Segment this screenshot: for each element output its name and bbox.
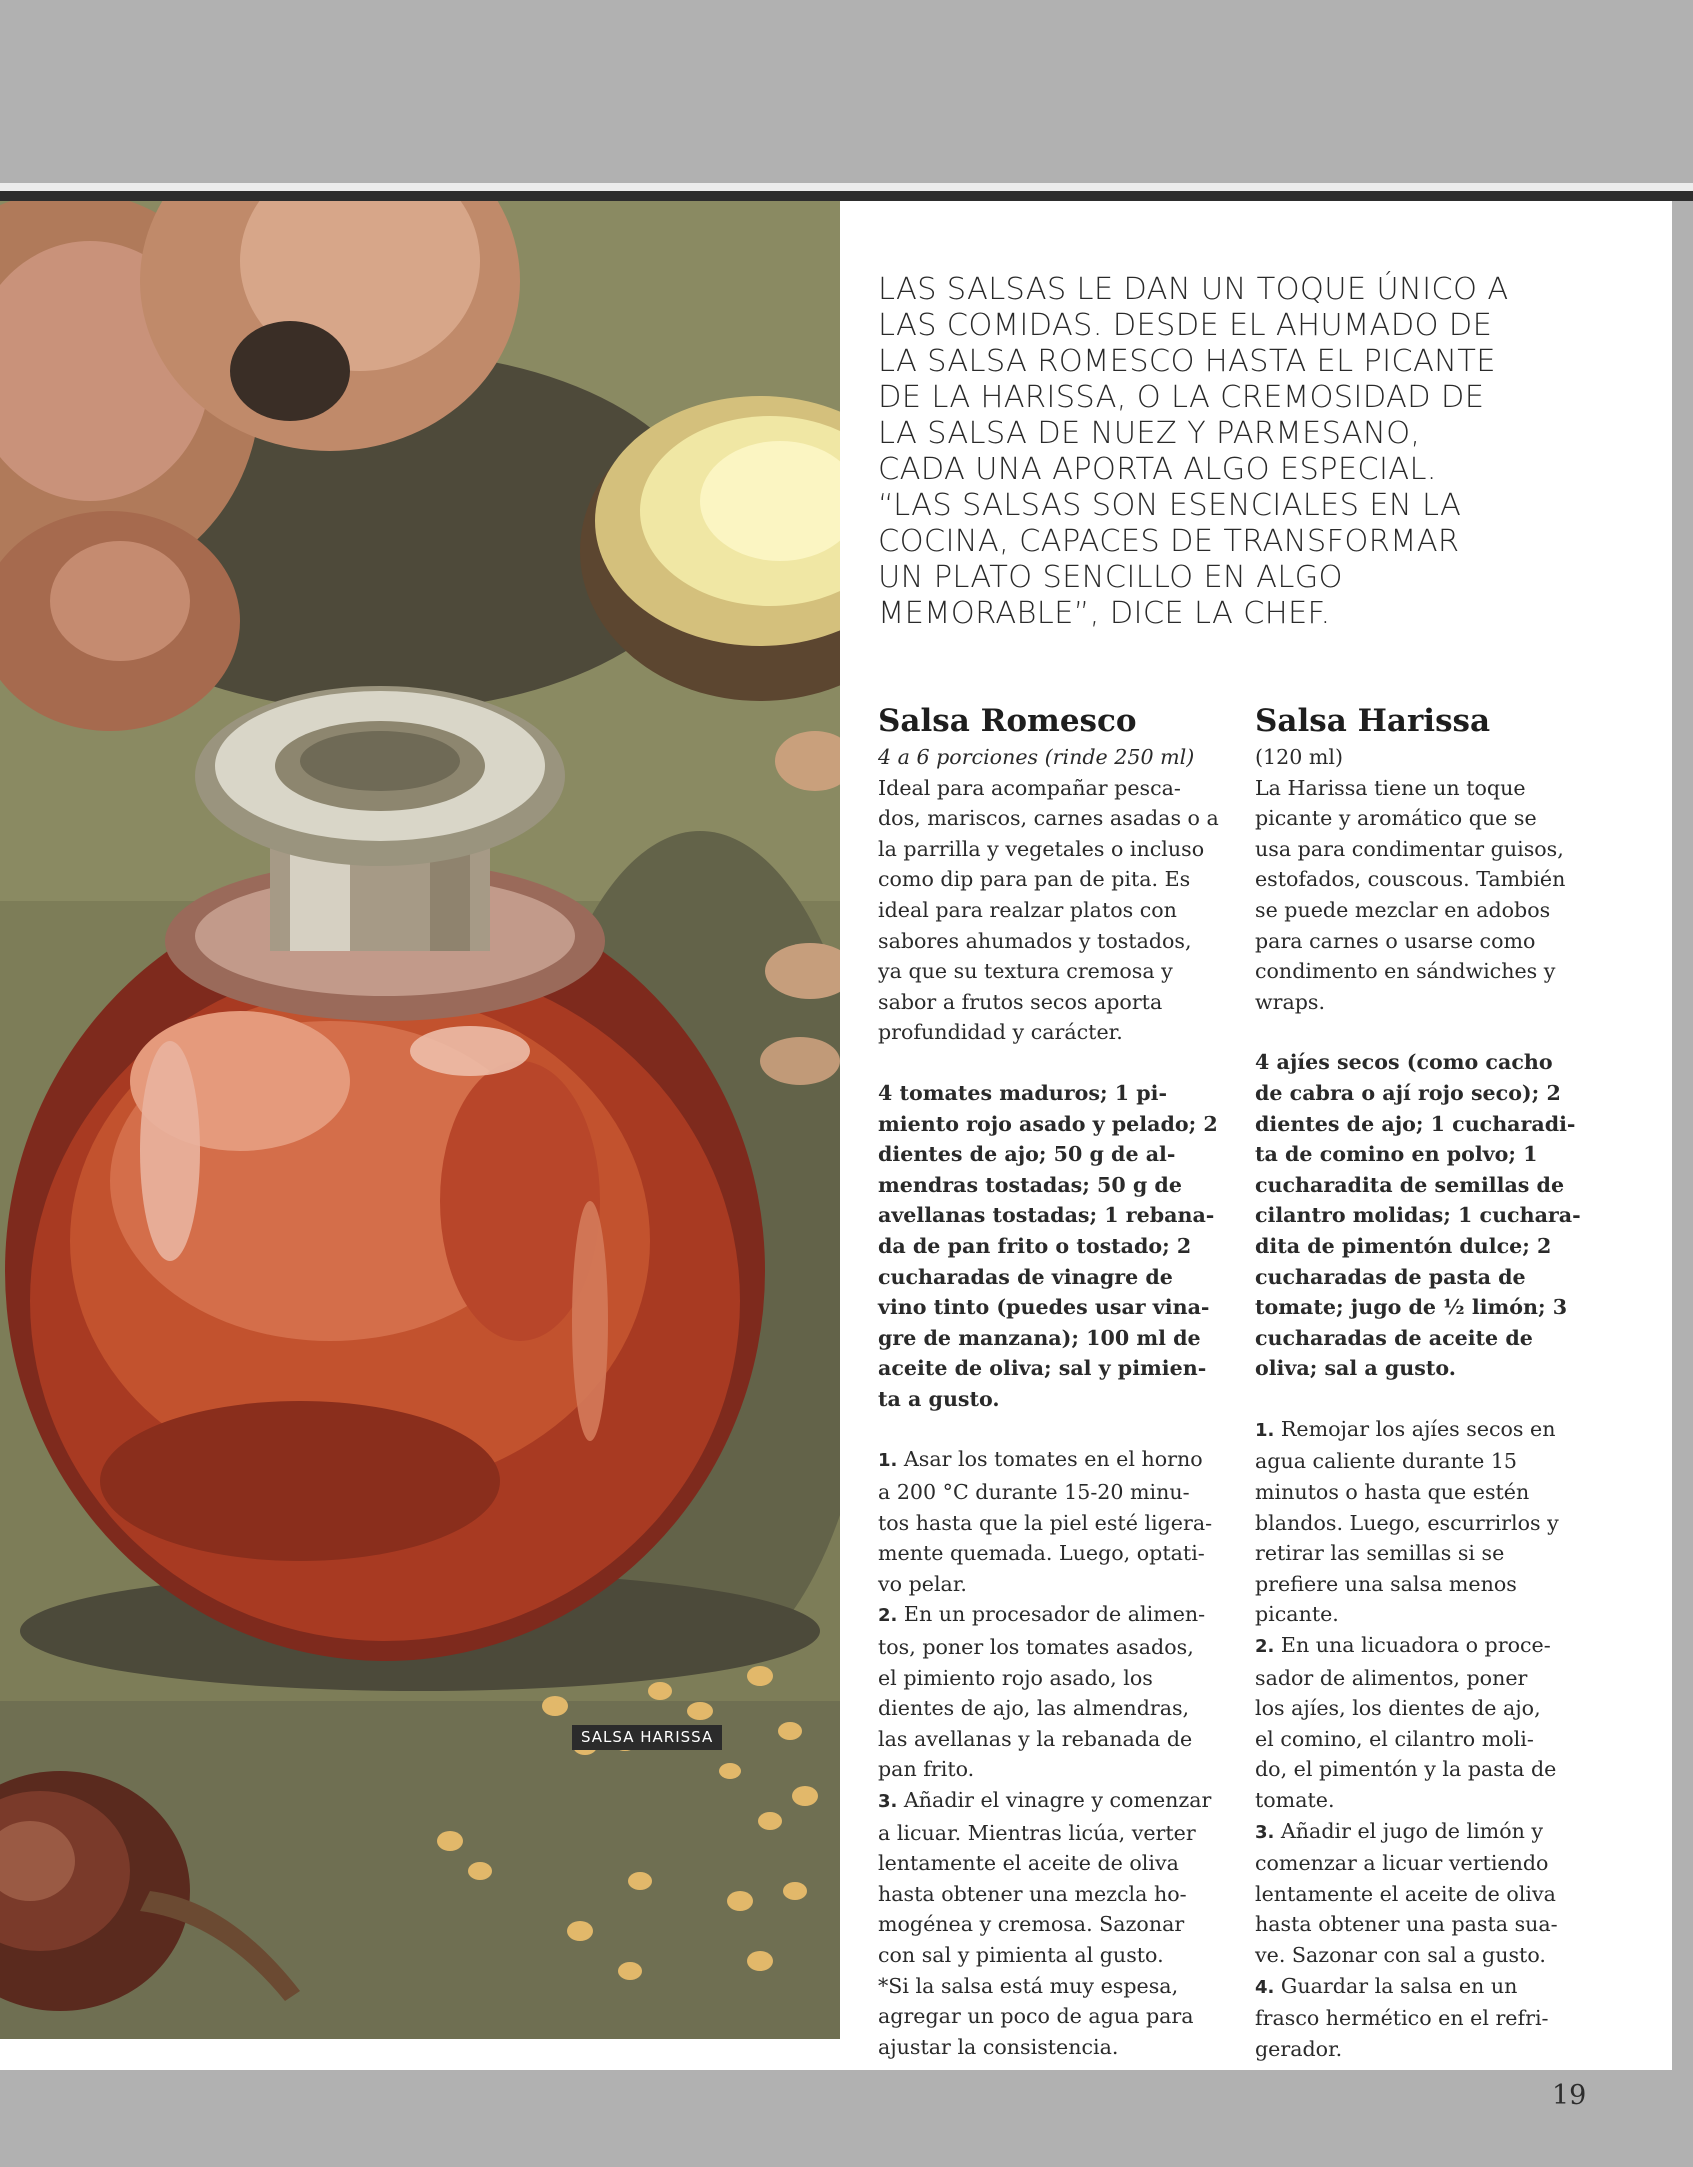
text-line: Ideal para acompañar pesca- <box>878 775 1181 800</box>
recipe-romesco <box>878 700 1233 2062</box>
step-line <box>1255 1599 1600 1630</box>
step-line <box>878 1569 1233 1600</box>
step-text: hasta obtener una pasta sua- <box>1255 1912 1558 1937</box>
recipe-title: Salsa Romesco <box>878 703 1137 739</box>
step-text: tos hasta que la piel esté ligera- <box>878 1510 1213 1535</box>
intro-line: LAS SALSAS LE DAN UN TOQUE ÚNICO A <box>878 272 1509 307</box>
intro-line: DE LA HARISSA, O LA CREMOSIDAD DE <box>878 380 1485 415</box>
step-text: vo pelar. <box>878 1571 967 1596</box>
step-text: En una licuadora o proce- <box>1280 1633 1551 1658</box>
step-text: comenzar a licuar vertiendo <box>1255 1851 1549 1876</box>
photo-illustration <box>0 201 840 2039</box>
text-line: cucharadas de pasta de <box>1255 1264 1526 1289</box>
text-line: mendras tostadas; 50 g de <box>878 1172 1182 1197</box>
step-number: 4. <box>1255 1976 1275 1998</box>
text-line: la parrilla y vegetales o incluso <box>878 836 1205 861</box>
step-number: 2. <box>878 1605 898 1627</box>
text-line: como dip para pan de pita. Es <box>878 867 1191 892</box>
text-line: para carnes o usarse como <box>1255 928 1536 953</box>
step-line <box>878 1477 1233 1508</box>
step-line <box>878 1663 1233 1694</box>
text-line: sabores ahumados y tostados, <box>878 928 1192 953</box>
intro-line: “LAS SALSAS SON ESENCIALES EN LA <box>878 488 1462 523</box>
text-line: cilantro molidas; 1 cuchara- <box>1255 1203 1581 1228</box>
step-text: retirar las semillas si se <box>1255 1541 1505 1566</box>
intro-line: COCINA, CAPACES DE TRANSFORMAR <box>878 524 1460 559</box>
step-line <box>878 2001 1233 2032</box>
step-text: Remojar los ajíes secos en <box>1280 1416 1556 1441</box>
step-line <box>1255 1724 1600 1755</box>
step-text: picante. <box>1255 1602 1339 1627</box>
top-rule-light <box>0 183 1693 191</box>
step-line <box>878 1879 1233 1910</box>
text-line: se puede mezclar en adobos <box>1255 897 1551 922</box>
text-line: usa para condimentar guisos, <box>1255 836 1564 861</box>
intro-line: UN PLATO SENCILLO EN ALGO <box>878 560 1343 595</box>
text-line: gre de manzana); 100 ml de <box>878 1325 1201 1350</box>
top-rule <box>0 191 1693 201</box>
intro-line: MEMORABLE”, DICE LA CHEF. <box>878 596 1331 631</box>
text-line: ideal para realzar platos con <box>878 897 1177 922</box>
step-number: 1. <box>878 1450 898 1472</box>
step-line <box>1255 1693 1600 1724</box>
step-line <box>1255 1508 1600 1539</box>
step-line <box>1255 1940 1600 1971</box>
text-line: profundidad y carácter. <box>878 1020 1123 1045</box>
text-line: ya que su textura cremosa y <box>878 959 1173 984</box>
recipe-description <box>878 773 1233 1048</box>
step-line <box>878 1940 1233 1971</box>
text-line: sabor a frutos secos aporta <box>878 989 1163 1014</box>
step-line <box>878 1599 1233 1632</box>
text-line: dos, mariscos, carnes asadas o a <box>878 806 1219 831</box>
step-line <box>878 1538 1233 1569</box>
step-number: 1. <box>1255 1419 1275 1441</box>
text-line: vino tinto (puedes usar vina- <box>878 1295 1210 1320</box>
step-text: hasta obtener una mezcla ho- <box>878 1881 1187 1906</box>
recipe-description <box>1255 773 1600 1018</box>
intro-text <box>878 272 1623 632</box>
step-line <box>878 1785 1233 1818</box>
step-line <box>878 2032 1233 2063</box>
step-line <box>1255 1909 1600 1940</box>
step-text: ve. Sazonar con sal a gusto. <box>1255 1942 1546 1967</box>
step-line <box>1255 1754 1600 1785</box>
step-text: con sal y pimienta al gusto. <box>878 1942 1164 1967</box>
recipe-steps <box>1255 1414 1600 2064</box>
text-line: La Harissa tiene un toque <box>1255 775 1526 800</box>
text-line: miento rojo asado y pelado; 2 <box>878 1111 1218 1136</box>
step-line <box>1255 1785 1600 1816</box>
text-line: da de pan frito o tostado; 2 <box>878 1233 1192 1258</box>
step-text: tomate. <box>1255 1788 1335 1812</box>
recipe-ingredients <box>878 1078 1233 1415</box>
step-text: el pimiento rojo asado, los <box>878 1665 1153 1690</box>
text-line: wraps. <box>1255 989 1326 1014</box>
text-line: dientes de ajo; 50 g de al- <box>878 1142 1176 1167</box>
step-text: *Si la salsa está muy espesa, <box>878 1973 1179 1998</box>
step-text: ajustar la consistencia. <box>878 2034 1119 2059</box>
intro-line: LA SALSA DE NUEZ Y PARMESANO, <box>878 416 1421 451</box>
step-text: a licuar. Mientras licúa, verter <box>878 1820 1196 1845</box>
step-text: lentamente el aceite de oliva <box>878 1851 1179 1876</box>
step-line <box>878 1632 1233 1663</box>
step-line <box>1255 1848 1600 1879</box>
recipe-title: Salsa Harissa <box>1255 703 1491 739</box>
page-number: 19 <box>1552 2080 1587 2111</box>
step-text: dientes de ajo, las almendras, <box>878 1696 1190 1721</box>
step-text: Añadir el jugo de limón y <box>1280 1818 1544 1843</box>
text-line: estofados, couscous. También <box>1255 867 1566 892</box>
step-text: mogénea y cremosa. Sazonar <box>878 1912 1185 1937</box>
step-text: Guardar la salsa en un <box>1280 1973 1518 1998</box>
step-line <box>1255 1414 1600 1447</box>
step-line <box>878 1444 1233 1477</box>
step-text: mente quemada. Luego, optati- <box>878 1541 1205 1566</box>
step-line <box>878 1818 1233 1849</box>
intro-line: CADA UNA APORTA ALGO ESPECIAL. <box>878 452 1437 487</box>
step-line <box>1255 2003 1600 2034</box>
step-line <box>1255 1816 1600 1849</box>
step-text: agua caliente durante 15 <box>1255 1449 1518 1474</box>
text-line: cucharadita de semillas de <box>1255 1172 1565 1197</box>
step-text: los ajíes, los dientes de ajo, <box>1255 1696 1541 1721</box>
step-text: Asar los tomates en el horno <box>903 1447 1203 1472</box>
text-line: ta a gusto. <box>878 1386 1000 1411</box>
intro-line: LA SALSA ROMESCO HASTA EL PICANTE <box>878 344 1496 379</box>
step-text: prefiere una salsa menos <box>1255 1571 1517 1596</box>
intro-line: LAS COMIDAS. DESDE EL AHUMADO DE <box>878 308 1493 343</box>
step-text: En un procesador de alimen- <box>903 1602 1206 1627</box>
recipe-yield: 4 a 6 porciones (rinde 250 ml) <box>878 745 1195 769</box>
recipe-steps <box>878 1444 1233 2062</box>
text-line: tomate; jugo de ½ limón; 3 <box>1255 1295 1568 1320</box>
step-line <box>1255 1971 1600 2004</box>
recipe-ingredients <box>1255 1047 1600 1384</box>
recipe-yield: (120 ml) <box>1255 745 1344 769</box>
step-line <box>878 1508 1233 1539</box>
step-text: blandos. Luego, escurrirlos y <box>1255 1510 1559 1535</box>
text-line: de cabra o ají rojo seco); 2 <box>1255 1080 1561 1105</box>
step-line <box>1255 1446 1600 1477</box>
step-number: 3. <box>878 1791 898 1812</box>
text-line: 4 tomates maduros; 1 pi- <box>878 1080 1167 1105</box>
step-line <box>878 1971 1233 2002</box>
step-line <box>1255 1630 1600 1663</box>
text-line: ta de comino en polvo; 1 <box>1255 1142 1538 1167</box>
recipe-harissa <box>1255 700 1600 2064</box>
step-text: el comino, el cilantro moli- <box>1255 1726 1534 1751</box>
step-text: pan frito. <box>878 1757 975 1782</box>
step-text: sador de alimentos, poner <box>1255 1665 1528 1690</box>
step-line <box>1255 1538 1600 1569</box>
step-line <box>1255 1663 1600 1694</box>
step-number: 3. <box>1255 1821 1275 1843</box>
step-text: tos, poner los tomates asados, <box>878 1635 1194 1660</box>
step-line <box>1255 1879 1600 1910</box>
text-line: dientes de ajo; 1 cucharadi- <box>1255 1111 1576 1136</box>
step-line <box>878 1693 1233 1724</box>
text-line: cucharadas de vinagre de <box>878 1264 1173 1289</box>
step-text: minutos o hasta que estén <box>1255 1480 1530 1505</box>
text-line: aceite de oliva; sal y pimien- <box>878 1356 1207 1381</box>
step-line <box>878 1724 1233 1755</box>
text-line: avellanas tostadas; 1 rebana- <box>878 1203 1215 1228</box>
step-text: gerador. <box>1255 2036 1343 2061</box>
text-line: cucharadas de aceite de <box>1255 1325 1533 1350</box>
text-line: oliva; sal a gusto. <box>1255 1356 1456 1381</box>
photo-caption: SALSA HARISSA <box>572 1725 722 1750</box>
step-text: agregar un poco de agua para <box>878 2004 1194 2029</box>
step-text: las avellanas y la rebanada de <box>878 1726 1193 1751</box>
text-line: picante y aromático que se <box>1255 806 1537 831</box>
step-text: do, el pimentón y la pasta de <box>1255 1757 1557 1782</box>
step-text: a 200 °C durante 15-20 minu- <box>878 1480 1190 1505</box>
step-line <box>878 1848 1233 1879</box>
step-number: 2. <box>1255 1636 1275 1658</box>
step-line <box>878 1909 1233 1940</box>
step-line <box>1255 2034 1600 2065</box>
text-line: 4 ajíes secos (como cacho <box>1255 1050 1553 1075</box>
text-line: dita de pimentón dulce; 2 <box>1255 1233 1552 1258</box>
step-text: lentamente el aceite de oliva <box>1255 1881 1556 1906</box>
step-text: Añadir el vinagre y comenzar <box>903 1788 1212 1812</box>
step-line <box>1255 1477 1600 1508</box>
harissa-bottle-photo <box>0 201 840 2039</box>
step-line <box>1255 1569 1600 1600</box>
step-line <box>878 1754 1233 1785</box>
step-text: frasco hermético en el refri- <box>1255 2006 1549 2031</box>
text-line: condimento en sándwiches y <box>1255 959 1556 984</box>
